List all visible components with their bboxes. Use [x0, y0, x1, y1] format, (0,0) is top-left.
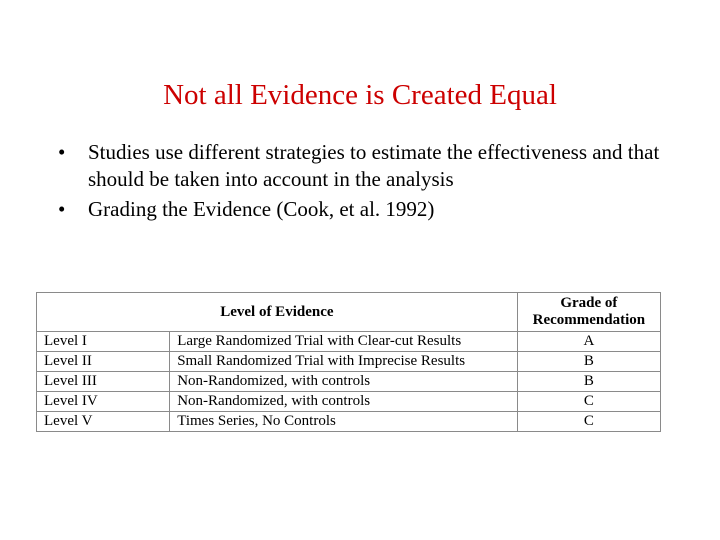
- cell-grade: A: [517, 332, 660, 352]
- table-row: [37, 412, 661, 432]
- cell-level: Level V: [37, 412, 170, 432]
- table-row: [37, 332, 661, 352]
- bullet-item: [58, 139, 698, 193]
- cell-level: Level III: [37, 372, 170, 392]
- cell-description: Times Series, No Controls: [170, 412, 518, 432]
- header-grade-line-2: Recommendation: [532, 312, 646, 328]
- bullet-list: [58, 139, 698, 226]
- slide-title: Not all Evidence is Created Equal: [163, 79, 557, 111]
- header-grade-of-recommendation: [517, 293, 660, 332]
- table-header-row: [37, 293, 661, 332]
- bullet-dot-icon: •: [58, 140, 66, 164]
- table-row: [37, 372, 661, 392]
- bullet-text: Studies use different strategies to estimate the effectiveness and that should be taken into account in the analysis: [88, 140, 660, 191]
- cell-description: Non-Randomized, with controls: [170, 372, 518, 392]
- header-level-of-evidence: Level of Evidence: [37, 293, 518, 332]
- cell-description: Small Randomized Trial with Imprecise Results: [170, 352, 518, 372]
- bullet-text: Grading the Evidence (Cook, et al. 1992): [88, 197, 435, 221]
- bullet-dot-icon: •: [58, 197, 66, 221]
- cell-grade: B: [517, 372, 660, 392]
- bullet-item: [58, 196, 698, 223]
- cell-level: Level IV: [37, 392, 170, 412]
- evidence-grading-table: [36, 292, 661, 432]
- cell-grade: C: [517, 412, 660, 432]
- table-row: [37, 392, 661, 412]
- cell-level: Level II: [37, 352, 170, 372]
- cell-grade: C: [517, 392, 660, 412]
- table-row: [37, 352, 661, 372]
- cell-grade: B: [517, 352, 660, 372]
- cell-level: Level I: [37, 332, 170, 352]
- cell-description: Large Randomized Trial with Clear-cut Results: [170, 332, 518, 352]
- header-grade-line-1: Grade of: [560, 295, 618, 311]
- cell-description: Non-Randomized, with controls: [170, 392, 518, 412]
